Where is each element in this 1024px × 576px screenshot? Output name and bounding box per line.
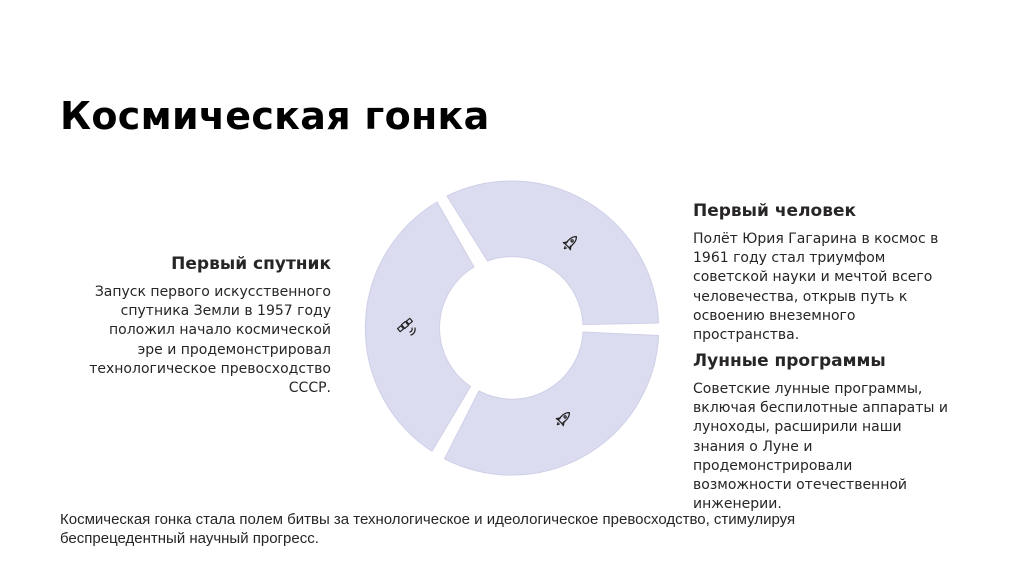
item-text: Советские лунные программы, включая беспилотные аппараты и луноходы, расширили наши знания о Луне и продемонстрировали возможности отечественной инженерии. — [693, 381, 948, 513]
slide-title: Космическая гонка — [60, 94, 490, 138]
segment-lunar-programs[interactable] — [445, 332, 659, 475]
item-text: Полёт Юрия Гагарина в космос в 1961 году стал триумфом советской науки и мечтой всего человечества, открыв путь к освоению внеземного пространства. — [693, 231, 939, 344]
item-first-human — [693, 201, 953, 345]
item-heading: Лунные программы — [693, 351, 886, 371]
segment-first-satellite[interactable] — [365, 202, 474, 451]
item-lunar-programs — [693, 351, 953, 514]
item-heading: Первый человек — [693, 201, 857, 221]
item-text: Запуск первого искусственного спутника Земли в 1957 году положил начало космической эре и продемонстрировал технологическое превосходство СССР. — [89, 284, 331, 397]
segment-first-human[interactable] — [447, 181, 659, 324]
slide-footer-text: Космическая гонка стала полем битвы за технологическое и идеологическое превосходство, стимулируя беспрецедентный научный прогресс. — [60, 511, 796, 547]
item-heading: Первый спутник — [171, 254, 331, 274]
item-first-satellite — [80, 254, 331, 398]
